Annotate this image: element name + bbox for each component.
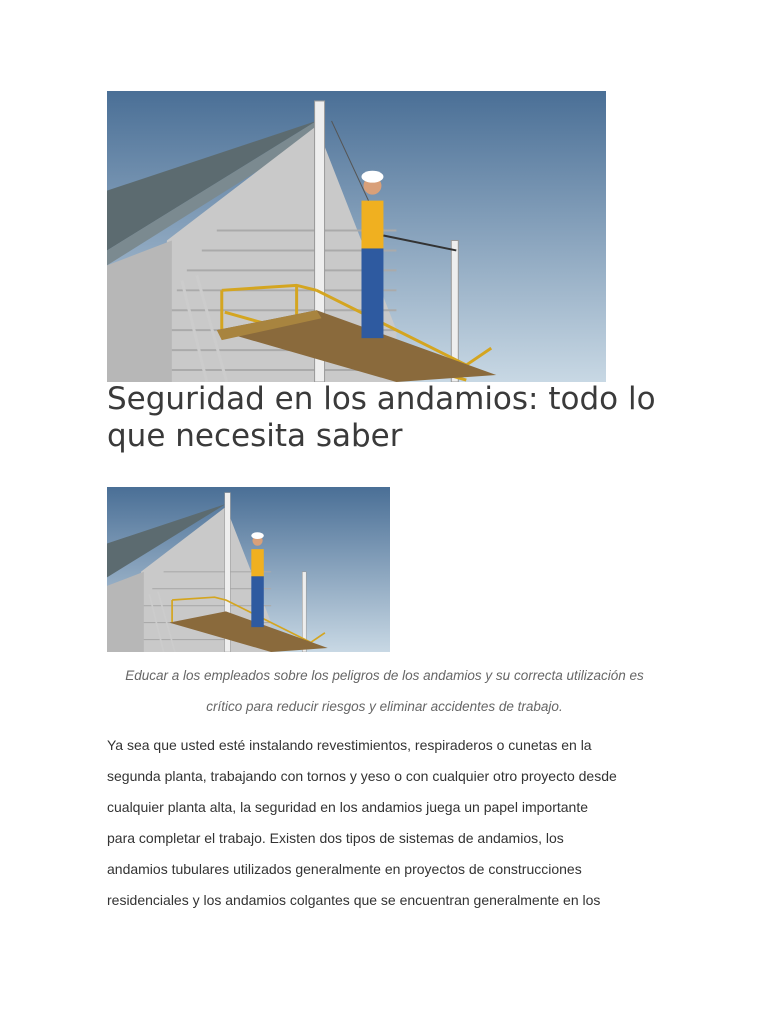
- body-line: para completar el trabajo. Existen dos tipos de sistemas de andamios, los: [107, 830, 564, 846]
- body-line: residenciales y los andamios colgantes que se encuentran generalmente en los: [107, 892, 601, 908]
- body-line: andamios tubulares utilizados generalmente en proyectos de construcciones: [107, 861, 582, 877]
- article-title: Seguridad en los andamios: todo lo que necesita saber: [107, 381, 656, 454]
- body-line: segunda planta, trabajando con tornos y yeso o con cualquier otro proyecto desde: [107, 768, 617, 784]
- caption-line: Educar a los empleados sobre los peligros de los andamios y su correcta utilización es: [125, 668, 644, 683]
- image-caption: [107, 660, 662, 722]
- article-body: [107, 730, 667, 916]
- body-line: cualquier planta alta, la seguridad en los andamios juega un papel importante: [107, 799, 588, 815]
- body-line: Ya sea que usted esté instalando revestimientos, respiraderos o cunetas en la: [107, 737, 592, 753]
- caption-line: crítico para reducir riesgos y eliminar accidentes de trabajo.: [206, 699, 563, 714]
- hero-scaffolding-illustration: [107, 91, 606, 382]
- scaffolding-thumbnail: [107, 487, 390, 652]
